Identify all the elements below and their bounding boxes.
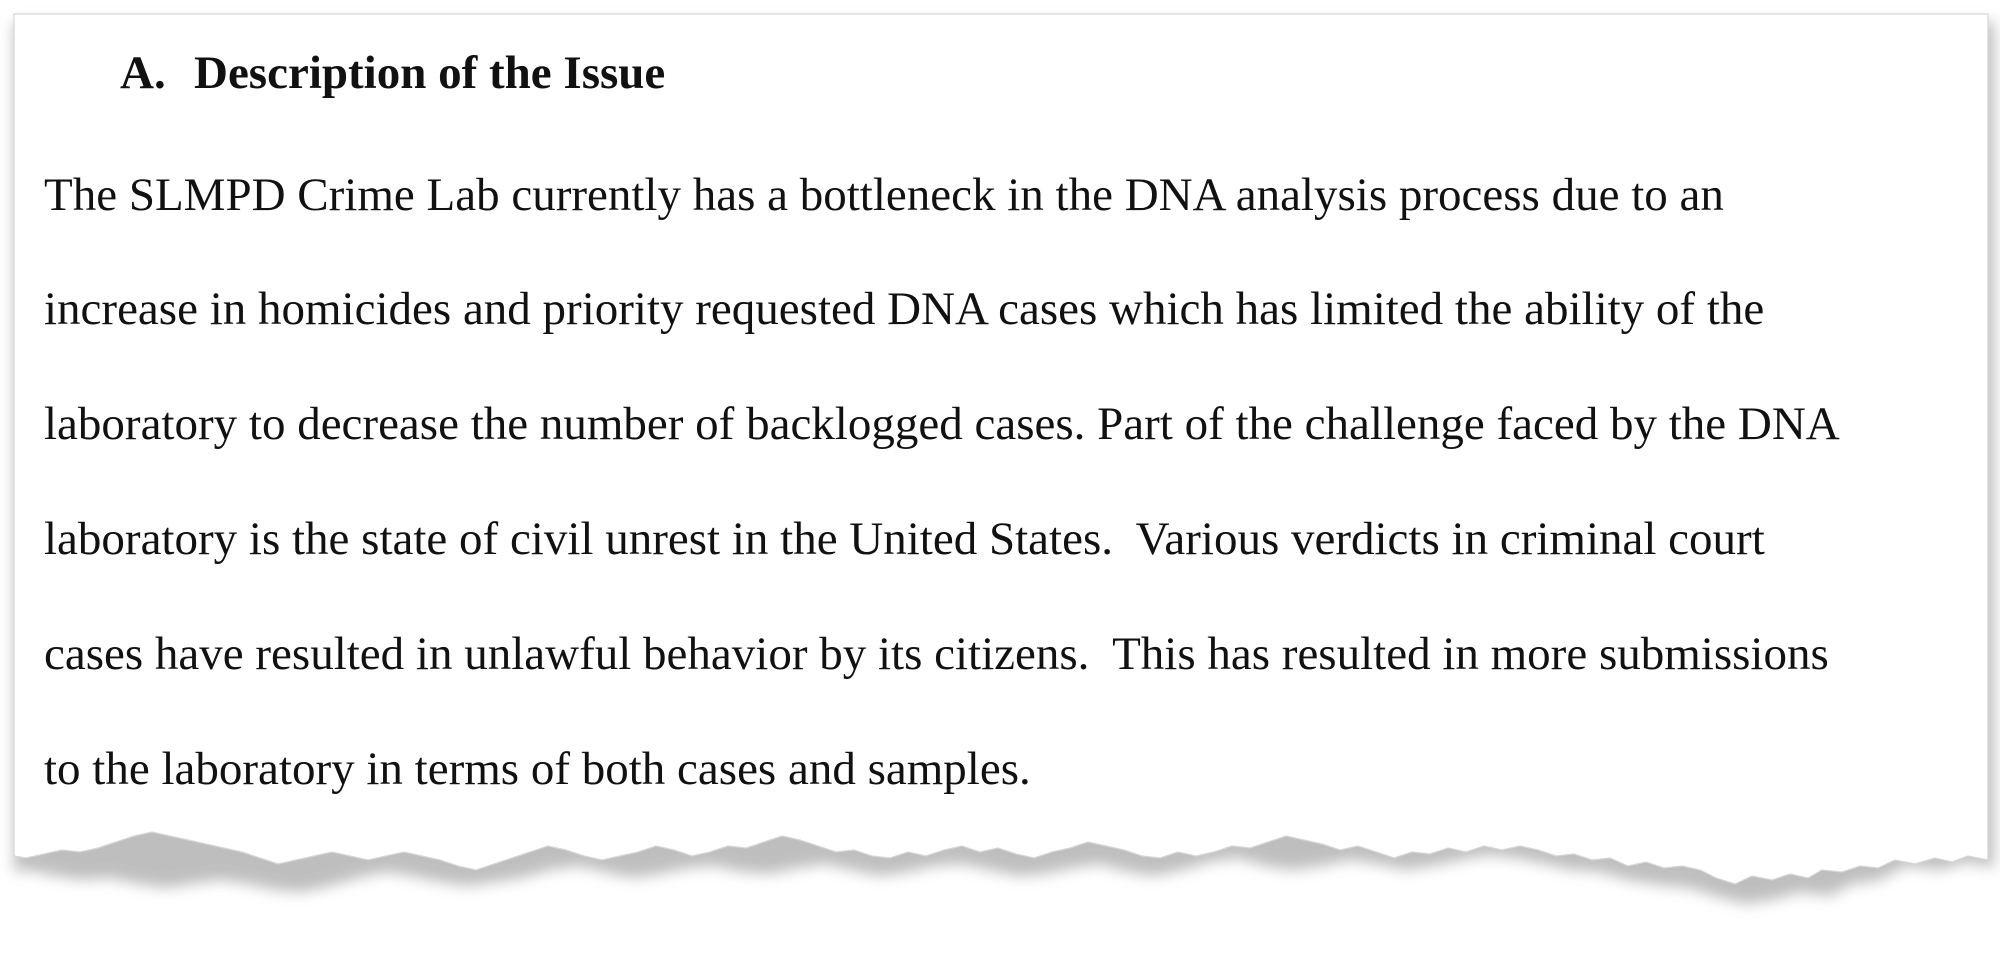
section-letter: A. xyxy=(120,47,166,99)
paragraph-line: increase in homicides and priority requested DNA cases which has limited the ability of the xyxy=(44,283,1765,335)
paragraph-line: cases have resulted in unlawful behavior by its citizens. This has resulted in more submissions xyxy=(44,628,1829,680)
paragraph-line: The SLMPD Crime Lab currently has a bottleneck in the DNA analysis process due to an xyxy=(44,169,1724,221)
paragraph-line: laboratory is the state of civil unrest in the United States. Various verdicts in criminal court xyxy=(44,513,1765,565)
section-title: Description of the Issue xyxy=(194,47,666,99)
section-heading xyxy=(120,47,666,99)
paragraph-line: to the laboratory in terms of both cases and samples. xyxy=(44,743,1031,795)
paragraph-line: laboratory to decrease the number of backlogged cases. Part of the challenge faced by the DNA xyxy=(44,398,1840,450)
